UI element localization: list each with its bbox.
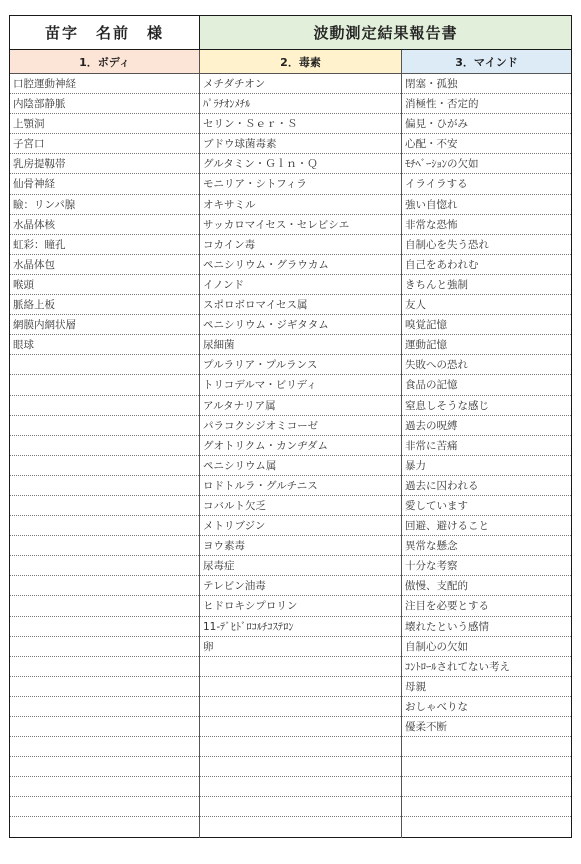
toxin-cell	[200, 777, 401, 797]
mind-cell	[402, 737, 571, 757]
column-header-body: 1．ボディ	[10, 50, 200, 73]
body-cell	[10, 516, 199, 536]
mind-cell: 非常な恐怖	[402, 215, 571, 235]
body-cell	[10, 596, 199, 616]
toxin-cell: グオトリクム・カンヂダム	[200, 436, 401, 456]
mind-cell: 消極性・否定的	[402, 94, 571, 114]
report-title: 波動測定結果報告書	[200, 16, 571, 49]
mind-cell: 非常に苦痛	[402, 436, 571, 456]
toxin-cell	[200, 717, 401, 737]
mind-cell: 失敗への恐れ	[402, 355, 571, 375]
mind-cell	[402, 757, 571, 777]
toxin-cell: オキサミル	[200, 195, 401, 215]
mind-cell: 異常な懸念	[402, 536, 571, 556]
body-cell	[10, 677, 199, 697]
toxin-cell: 尿毒症	[200, 556, 401, 576]
mind-cell: 壊れたという感情	[402, 617, 571, 637]
body-cell	[10, 396, 199, 416]
mind-cell: 友人	[402, 295, 571, 315]
mind-cell: 強い自惚れ	[402, 195, 571, 215]
client-name-label: 苗字 名前 様	[10, 16, 200, 49]
mind-cell: 注目を必要とする	[402, 596, 571, 616]
toxin-cell	[200, 817, 401, 837]
mind-cell: 傲慢、支配的	[402, 576, 571, 596]
mind-cell: 十分な考察	[402, 556, 571, 576]
toxin-cell: スポロボロマイセス属	[200, 295, 401, 315]
body-cell	[10, 436, 199, 456]
toxin-cell: 11-ﾃﾞﾋﾄﾞﾛｺﾙﾁｺｽﾃﾛﾝ	[200, 617, 401, 637]
toxin-cell: メチダチオン	[200, 74, 401, 94]
mind-cell: 運動記憶	[402, 335, 571, 355]
body-cell: 網膜内網状層	[10, 315, 199, 335]
mind-cell: 窒息しそうな感じ	[402, 396, 571, 416]
mind-cell: 自制心の欠如	[402, 637, 571, 657]
toxin-cell: プルラリア・プルランス	[200, 355, 401, 375]
body-cell: 水晶体包	[10, 255, 199, 275]
title-row	[10, 16, 571, 50]
toxin-cell: ロドトルラ・グルチニス	[200, 476, 401, 496]
mind-cell	[402, 797, 571, 817]
body-column	[10, 74, 200, 838]
toxin-cell: 卵	[200, 637, 401, 657]
body-cell	[10, 797, 199, 817]
body-cell	[10, 617, 199, 637]
toxin-cell	[200, 677, 401, 697]
mind-cell: 偏見・ひがみ	[402, 114, 571, 134]
toxin-cell: サッカロマイセス・セレビシエ	[200, 215, 401, 235]
toxin-cell: ヨウ素毒	[200, 536, 401, 556]
body-cell	[10, 757, 199, 777]
toxin-cell: テレビン油毒	[200, 576, 401, 596]
toxin-cell: グルタミン・Ｇｌｎ・Ｑ	[200, 154, 401, 174]
mind-cell	[402, 777, 571, 797]
results-grid	[10, 74, 571, 838]
column-header-mind: 3．マインド	[402, 50, 571, 73]
mind-cell: きちんと強制	[402, 275, 571, 295]
body-cell	[10, 737, 199, 757]
mind-cell: 自己をあわれむ	[402, 255, 571, 275]
toxin-cell: ﾊﾟﾗﾁｵﾝﾒﾁﾙ	[200, 94, 401, 114]
mind-cell: ﾓﾁﾍﾞｰｼｮﾝの欠如	[402, 154, 571, 174]
body-cell: 上顎洞	[10, 114, 199, 134]
body-cell	[10, 637, 199, 657]
body-cell: 内陰部静脈	[10, 94, 199, 114]
toxin-cell	[200, 797, 401, 817]
toxin-cell: モニリア・シトフィラ	[200, 174, 401, 194]
body-cell: 仙骨神経	[10, 174, 199, 194]
mind-cell: 暴力	[402, 456, 571, 476]
body-cell	[10, 576, 199, 596]
mind-cell: 優柔不断	[402, 717, 571, 737]
mind-cell	[402, 817, 571, 837]
toxin-cell: イノンド	[200, 275, 401, 295]
mind-cell: 食品の記憶	[402, 375, 571, 395]
mind-cell: 過去に囚われる	[402, 476, 571, 496]
column-header-row	[10, 50, 571, 74]
toxin-cell: 尿細菌	[200, 335, 401, 355]
report-sheet	[9, 15, 572, 838]
toxin-cell: コカイン毒	[200, 235, 401, 255]
toxin-cell	[200, 737, 401, 757]
body-cell: 乳房提靱帯	[10, 154, 199, 174]
body-cell	[10, 456, 199, 476]
body-cell: 子宮口	[10, 134, 199, 154]
toxin-cell	[200, 657, 401, 677]
body-cell	[10, 697, 199, 717]
toxin-cell	[200, 757, 401, 777]
toxin-cell: パラコクシジオミコーゼ	[200, 416, 401, 436]
toxin-cell: ブドウ球菌毒素	[200, 134, 401, 154]
toxin-cell: アルタナリア属	[200, 396, 401, 416]
mind-cell: 自制心を失う恐れ	[402, 235, 571, 255]
body-cell: 眼球	[10, 335, 199, 355]
body-cell: 瞼：リンパ腺	[10, 195, 199, 215]
body-cell: 水晶体核	[10, 215, 199, 235]
mind-cell: おしゃべりな	[402, 697, 571, 717]
toxin-cell: トリコデルマ・ビリディ	[200, 375, 401, 395]
toxin-cell: ヒドロキシプロリン	[200, 596, 401, 616]
body-cell: 口腔運動神経	[10, 74, 199, 94]
body-cell	[10, 657, 199, 677]
body-cell	[10, 375, 199, 395]
mind-cell: 閉塞・孤独	[402, 74, 571, 94]
body-cell	[10, 416, 199, 436]
body-cell	[10, 777, 199, 797]
body-cell	[10, 556, 199, 576]
body-cell: 虹彩：瞳孔	[10, 235, 199, 255]
toxin-column	[200, 74, 402, 838]
body-cell	[10, 496, 199, 516]
body-cell	[10, 817, 199, 837]
body-cell	[10, 717, 199, 737]
column-header-toxin: 2．毒素	[200, 50, 402, 73]
toxin-cell: ペニシリウム属	[200, 456, 401, 476]
toxin-cell: ペニシリウム・ジギタタム	[200, 315, 401, 335]
mind-column	[402, 74, 571, 838]
mind-cell: 愛しています	[402, 496, 571, 516]
toxin-cell	[200, 697, 401, 717]
mind-cell: 母親	[402, 677, 571, 697]
mind-cell: 過去の呪縛	[402, 416, 571, 436]
body-cell: 脈絡上板	[10, 295, 199, 315]
body-cell	[10, 476, 199, 496]
mind-cell: 回避、避けること	[402, 516, 571, 536]
mind-cell: 心配・不安	[402, 134, 571, 154]
mind-cell: 嗅覚記憶	[402, 315, 571, 335]
toxin-cell: メトリブジン	[200, 516, 401, 536]
body-cell	[10, 355, 199, 375]
toxin-cell: セリン・Ｓｅｒ・Ｓ	[200, 114, 401, 134]
toxin-cell: ペニシリウム・グラウカム	[200, 255, 401, 275]
toxin-cell: コバルト欠乏	[200, 496, 401, 516]
mind-cell: ｺﾝﾄﾛｰﾙされてない考え	[402, 657, 571, 677]
body-cell: 喉頭	[10, 275, 199, 295]
mind-cell: イライラする	[402, 174, 571, 194]
body-cell	[10, 536, 199, 556]
